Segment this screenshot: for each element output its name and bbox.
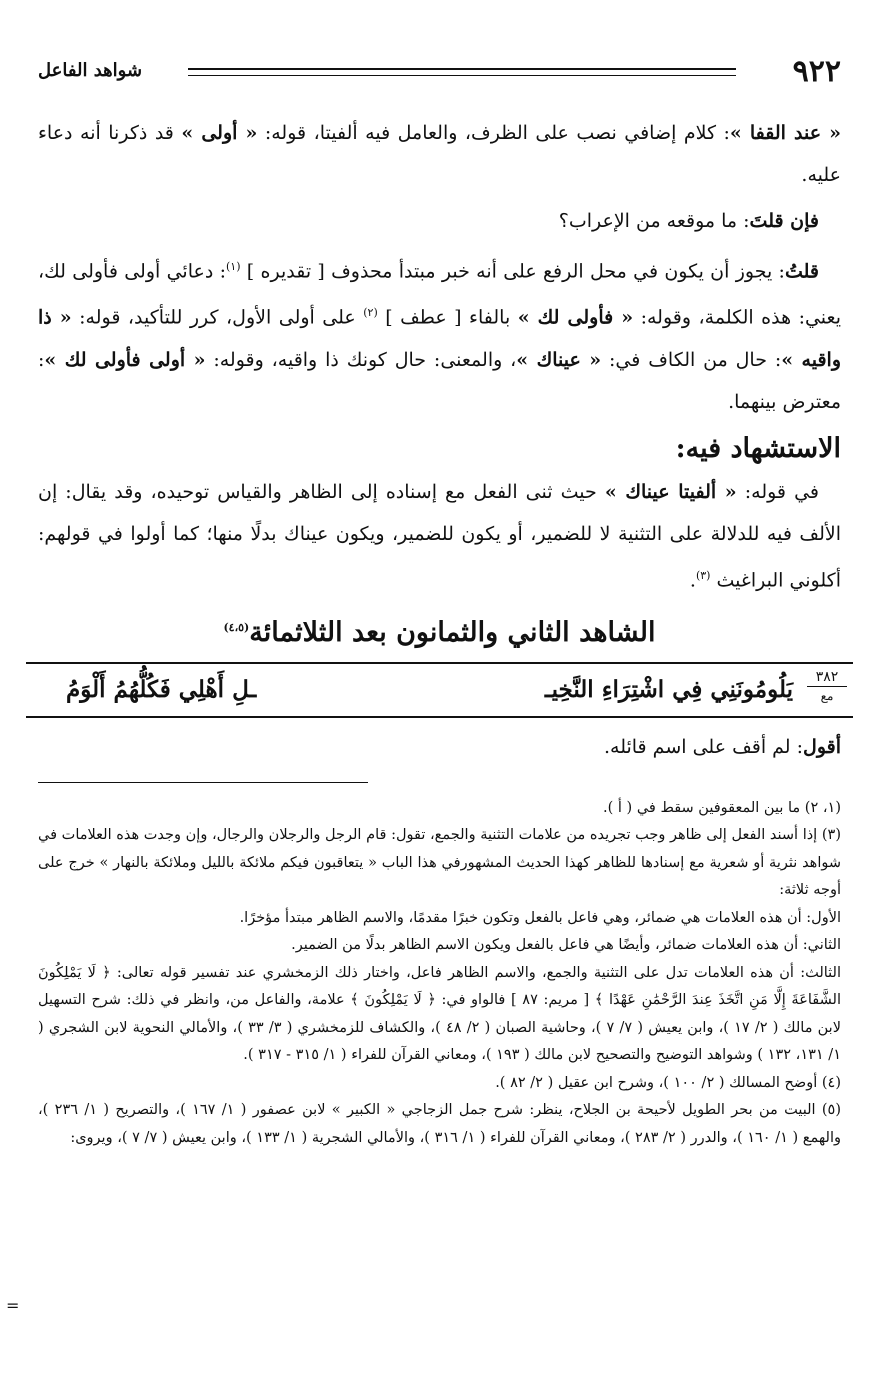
text: ، والمعنى: حال كونك ذا واقيه، وقوله:: [205, 348, 517, 371]
footnote-ref[interactable]: (٢): [363, 306, 378, 320]
footnotes: [38, 795, 841, 1153]
term: « عيناك »: [516, 348, 602, 371]
text: على أولى الأول، كرر للتأكيد، قوله:: [71, 306, 364, 329]
verse-box: [26, 662, 853, 718]
paragraph-5: [38, 726, 841, 768]
term: « فأولى لك »: [517, 306, 634, 329]
paragraph-1: [38, 112, 841, 196]
paragraph-2: [38, 200, 841, 242]
paragraph-3: [38, 246, 841, 423]
term: أقول: [803, 735, 841, 758]
page-header: [38, 52, 841, 92]
term: فإن قلتَ: [749, 210, 819, 232]
text: : يجوز أن يكون في محل الرفع على أنه خبر مبتدأ محذوف [ تقديره ]: [240, 260, 785, 283]
footnote: (٥) البيت من بحر الطويل لأحيحة بن الجلاح، ينظر: شرح جمل الزجاجي « الكبير » لابن عصفور ( ١/ ١٦٧ )، والتصريح ( ١/ ٢٣٦ )، والهمع ( ١/ ١٦٠ )، والدرر ( ٢/ ٢٨٣ )، ومعاني القرآن للفراء ( ١/ ٣١٦ )، والأمالي الشجرية ( ١/ ١٣٣ )، وابن يعيش ( ٧/ ٧ )، ويروى:: [38, 1102, 841, 1146]
text: : ما موقعه من الإعراب؟: [558, 210, 750, 232]
text: : حال من الكاف في:: [601, 348, 782, 371]
header-rule: [188, 68, 736, 76]
footnote: (١، ٢) ما بين المعقوفين سقط في ( أ ).: [603, 799, 841, 816]
verse-second-hemistich: ـلِ أَهْلِي فَكُلُّهُمُ أَلْوَمُ: [66, 675, 257, 703]
running-title: شواهد الفاعل: [38, 60, 143, 81]
text: قد ذكرنا أنه دعاء عليه.: [38, 122, 841, 186]
term: « ألفيتا عيناك »: [604, 480, 737, 503]
text: بالفاء [ عطف ]: [377, 306, 518, 329]
verse-first-hemistich: يَلُومُونَنِي فِي اشْتِرَاءِ النَّخِيـ: [544, 675, 793, 703]
term: « عند القفا »: [729, 122, 841, 144]
text: .: [689, 568, 696, 591]
verse-number: [807, 668, 847, 705]
section-title-text: الشاهد الثاني والثمانون بعد الثلاثمائة: [249, 616, 656, 648]
main-text: [38, 112, 841, 1152]
term: قلتُ: [784, 260, 819, 283]
term: « أولى »: [181, 122, 258, 144]
footnote: الثالث: أن هذه العلامات تدل على التثنية والجمع، والاسم الظاهر فاعل، واختار ذلك الزمخشري عند تفسير قوله تعالى: ﴿ لَا يَمْلِكُونَ الشَّفَاعَةَ إِلَّا مَنِ اتَّخَذَ عِندَ الرَّحْمَٰنِ عَهْدًا ﴾ [ مريم: ٨٧ ] فالواو في: ﴿ لَا يَمْلِكُونَ ﴾ علامة، والفاعل من، وانظر في ذلك: شرح التسهيل لابن مالك ( ٢/ ١٧ )، وابن يعيش ( ٧/ ٧ )، وحاشية الصبان ( ٢/ ٤٨ )، والكشاف للزمخشري ( ٣/ ٣٣ )، والأمالي النحوية لابن الشجري ( ١/ ١٣١، ١٣٢ ) وشواهد التوضيح والتصحيح لابن مالك ( ١٩٣ )، ومعاني القرآن للفراء ( ١/ ٣١٥ - ٣١٧ ).: [38, 964, 841, 1064]
verse-meter: مع: [807, 686, 847, 705]
text: : كلام إضافي نصب على الظرف، والعامل فيه ألفيتا، قوله:: [257, 122, 730, 144]
footnote-divider: [38, 782, 368, 783]
footnote-ref[interactable]: (٣): [695, 568, 711, 582]
subheading: الاستشهاد فيه:: [675, 432, 841, 464]
section-title: [38, 605, 841, 656]
text: : دعائي أولى فأولى لك، يعني: هذه الكلمة، وقوله:: [38, 260, 841, 329]
text: حيث ثنى الفعل مع إسناده إلى الظاهر والقياس توحيده، وقد يقال: إن الألف فيه للدلالة على التثنية لا للضمير، أو يكون للضمير، ويكون عيناك بدلًا منها؛ كما أولوا في قولهم: أكلوني البراغيث: [38, 480, 841, 591]
term: « ذا واقيه »: [38, 306, 842, 371]
text: : لم أقف على اسم قائله.: [603, 735, 804, 758]
verse-number-value: ٣٨٢: [815, 668, 839, 685]
paragraph-4: [38, 471, 841, 601]
footnote-ref[interactable]: (٤،٥): [223, 620, 250, 634]
page-number: ٩٢٢: [792, 54, 841, 89]
footnote: الأول: أن هذه العلامات هي ضمائر، وهي فاعل بالفعل وتكون خبرًا مقدمًا، والاسم الظاهر مبتدأ مؤخرًا.: [239, 909, 841, 926]
text: : معترض بينهما.: [38, 348, 841, 413]
margin-mark: =: [6, 1296, 20, 1315]
footnote: (٤) أوضح المسالك ( ٢/ ١٠٠ )، وشرح ابن عقيل ( ٢/ ٨٢ ).: [495, 1074, 841, 1091]
footnote: الثاني: أن هذه العلامات ضمائر، وأيضًا هي فاعل بالفعل ويكون الاسم الظاهر بدلًا من الضمير.: [291, 937, 841, 954]
footnote-ref[interactable]: (١): [225, 260, 241, 273]
text: في قوله:: [736, 480, 819, 503]
term: « أولى فأولى لك »: [44, 348, 206, 371]
footnote: (٣) إذا أسند الفعل إلى ظاهر وجب تجريده من علامات التثنية والجمع، تقول: قام الرجل والرجلان والرجال، وإن وجدت هذه العلامات في شواهد نثرية أو شعرية مع إسنادها للظاهر كهذا الحديث المشهورفي هذا الباب « يتعاقبون فيكم ملائكة بالليل وملائكة بالنهار » خرج على أوجه ثلاثة:: [38, 827, 841, 899]
